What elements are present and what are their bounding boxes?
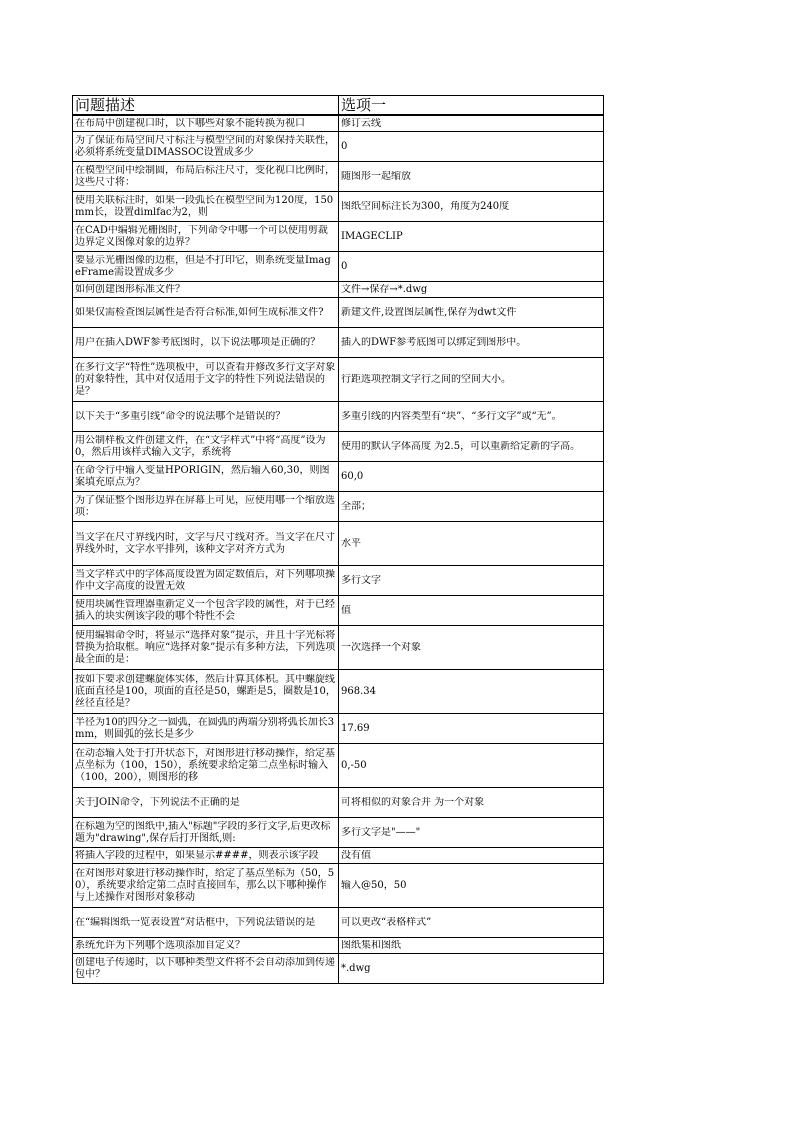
table-row bbox=[73, 670, 604, 714]
option-cell bbox=[339, 818, 604, 848]
option-cell bbox=[339, 744, 604, 788]
option-cell bbox=[339, 864, 604, 908]
table-row bbox=[73, 522, 604, 566]
question-cell bbox=[73, 298, 339, 328]
question-cell bbox=[73, 252, 339, 282]
option-cell bbox=[339, 358, 604, 402]
option-cell bbox=[339, 492, 604, 522]
table-row bbox=[73, 162, 604, 192]
table-row bbox=[73, 402, 604, 432]
option-text: 水平 bbox=[341, 537, 361, 549]
table-row bbox=[73, 328, 604, 358]
question-cell bbox=[73, 818, 339, 848]
option-cell bbox=[339, 282, 604, 298]
question-text: 将插入字段的过程中，如果显示####，则表示该字段 bbox=[75, 849, 319, 861]
question-text: 以下关于“多重引线”命令的说法哪个是错误的？ bbox=[75, 410, 286, 422]
question-cell bbox=[73, 938, 339, 954]
question-cell bbox=[73, 328, 339, 358]
table-row bbox=[73, 938, 604, 954]
question-text: 按如下要求创建螺旋体实体，然后计算其体积。其中螺旋线底面直径是100，项面的直径是50，螺距是5，圈数是10，丝径直径是？ bbox=[75, 673, 336, 709]
option-cell bbox=[339, 115, 604, 132]
table-row bbox=[73, 788, 604, 818]
option-text: 可以更改“表格样式” bbox=[341, 916, 432, 928]
question-cell bbox=[73, 115, 339, 132]
table-row bbox=[73, 954, 604, 984]
question-text: 要显示光栅图像的边框，但是不打印它，则系统变量ImageFrame需设置成多少 bbox=[75, 254, 331, 278]
question-text: 用户在插入DWF参考底图时，以下说法哪项是正确的？ bbox=[75, 336, 321, 348]
table-row bbox=[73, 462, 604, 492]
option-text: 随图形一起缩放 bbox=[341, 170, 411, 182]
option-cell bbox=[339, 298, 604, 328]
option-cell bbox=[339, 462, 604, 492]
question-text: 为了保证整个图形边界在屏幕上可见，应使用哪一个缩放选项： bbox=[75, 494, 335, 518]
question-text: 在对图形对象进行移动操作时，给定了基点坐标为（50，50），系统要求给定第二点时直接回车，那么以下哪种操作与上述操作对图形对象移动 bbox=[75, 867, 335, 903]
table-row bbox=[73, 626, 604, 670]
question-cell bbox=[73, 162, 339, 192]
option-text: 修订云线 bbox=[341, 117, 381, 129]
question-cell bbox=[73, 358, 339, 402]
option-text: 使用的默认字体高度 为2.5，可以重新给定新的字高。 bbox=[341, 440, 581, 452]
option-cell bbox=[339, 938, 604, 954]
option-cell bbox=[339, 402, 604, 432]
option-cell bbox=[339, 192, 604, 222]
option-text: 值 bbox=[341, 604, 351, 616]
question-text: 系统允许为下列哪个选项添加自定义？ bbox=[75, 939, 245, 951]
table-row bbox=[73, 192, 604, 222]
table-row bbox=[73, 492, 604, 522]
header-row bbox=[73, 96, 604, 116]
header-question: 问题描述 bbox=[73, 96, 339, 116]
option-text: 行距选项控制文字行之间的空间大小。 bbox=[341, 373, 511, 385]
question-text: 使用块属性管理器重新定义一个包含字段的属性，对于已经插入的块实例该字段的哪个特性不会 bbox=[75, 598, 335, 622]
table-row bbox=[73, 432, 604, 462]
question-text: 当文字在尺寸界线内时，文字与尺寸线对齐。当文字在尺寸界线外时，文字水平排列，该种文字对齐方式为 bbox=[75, 531, 335, 555]
question-cell bbox=[73, 132, 339, 162]
question-text: 如果仅需检查图层属性是否符合标准,如何生成标准文件? bbox=[75, 306, 324, 318]
question-text: 在动态输入处于打开状态下，对图形进行移动操作，给定基点坐标为（100，150），系统要求给定第二点坐标时输入（100，200），则图形的移 bbox=[75, 747, 335, 783]
table-row bbox=[73, 358, 604, 402]
option-cell bbox=[339, 714, 604, 744]
option-text: 60,0 bbox=[341, 470, 364, 482]
table-row bbox=[73, 848, 604, 864]
question-cell bbox=[73, 848, 339, 864]
option-cell bbox=[339, 848, 604, 864]
question-text: 用公制样板文件创建文件，在“文字样式”中将“高度”设为0，然后用该样式输入文字，系统将 bbox=[75, 434, 326, 458]
option-text: 全部； bbox=[341, 500, 371, 512]
question-cell bbox=[73, 282, 339, 298]
table-row bbox=[73, 818, 604, 848]
table-row bbox=[73, 744, 604, 788]
question-cell bbox=[73, 522, 339, 566]
option-text: 输入@50，50 bbox=[341, 879, 407, 891]
question-cell bbox=[73, 432, 339, 462]
option-cell bbox=[339, 222, 604, 252]
table-row bbox=[73, 596, 604, 626]
question-cell bbox=[73, 864, 339, 908]
option-cell bbox=[339, 566, 604, 596]
option-text: *.dwg bbox=[341, 962, 371, 974]
option-text: 图纸空间标注长为300，角度为240度 bbox=[341, 200, 510, 212]
option-cell bbox=[339, 328, 604, 358]
question-cell bbox=[73, 788, 339, 818]
option-text: 多行文字 bbox=[341, 574, 381, 586]
option-cell bbox=[339, 788, 604, 818]
table-row bbox=[73, 566, 604, 596]
option-text: 多重引线的内容类型有“块”、“多行文字”或“无”。 bbox=[341, 410, 562, 422]
question-cell bbox=[73, 222, 339, 252]
question-cell bbox=[73, 566, 339, 596]
option-text: 0 bbox=[341, 140, 348, 152]
question-text: 半径为10的四分之一圆弧，在圆弧的两端分别将弧长加长3mm，则圆弧的弦长是多少 bbox=[75, 716, 335, 740]
option-text: 新建文件,设置图层属性,保存为dwt文件 bbox=[341, 306, 517, 318]
option-text: 插入的DWF参考底图可以绑定到图形中。 bbox=[341, 336, 527, 348]
question-cell bbox=[73, 954, 339, 984]
option-text: 968.34 bbox=[341, 685, 376, 697]
option-cell bbox=[339, 908, 604, 938]
option-text: 0,-50 bbox=[341, 759, 367, 771]
table-row bbox=[73, 864, 604, 908]
table-row bbox=[73, 298, 604, 328]
option-cell bbox=[339, 162, 604, 192]
table-row bbox=[73, 222, 604, 252]
question-cell bbox=[73, 744, 339, 788]
table-row bbox=[73, 115, 604, 132]
option-text: IMAGECLIP bbox=[341, 230, 403, 242]
question-cell bbox=[73, 462, 339, 492]
option-text: 0 bbox=[341, 260, 348, 272]
option-text: 一次选择一个对象 bbox=[341, 641, 421, 653]
question-text: 在布局中创建视口时，以下哪些对象不能转换为视口 bbox=[75, 117, 305, 129]
question-table bbox=[72, 95, 604, 984]
table-row bbox=[73, 252, 604, 282]
option-text: 可将相似的对象合并 为一个对象 bbox=[341, 796, 485, 808]
question-cell bbox=[73, 492, 339, 522]
table-row bbox=[73, 132, 604, 162]
option-cell bbox=[339, 522, 604, 566]
question-text: 创建电子传递时，以下哪种类型文件将不会自动添加到传递包中？ bbox=[75, 956, 335, 980]
option-text: 没有值 bbox=[341, 849, 371, 861]
question-text: 在命令行中输入变量HPORIGIN，然后输入60,30，则图案填充原点为？ bbox=[75, 464, 330, 488]
question-cell bbox=[73, 626, 339, 670]
option-cell bbox=[339, 596, 604, 626]
question-text: 使用关联标注时，如果一段弧长在模型空间为120度，150mm长，设置dimlfac为2，则 bbox=[75, 194, 334, 218]
option-cell bbox=[339, 132, 604, 162]
option-text: 文件→保存→*.dwg bbox=[341, 283, 428, 295]
question-text: 如何创建图形标准文件？ bbox=[75, 283, 185, 295]
question-text: 当文字样式中的字体高度设置为固定数值后，对下列哪项操作中文字高度的设置无效 bbox=[75, 568, 335, 592]
option-text: 多行文字是"——" bbox=[341, 826, 421, 838]
header-option: 选项一 bbox=[339, 96, 604, 116]
option-cell bbox=[339, 252, 604, 282]
option-cell bbox=[339, 626, 604, 670]
question-cell bbox=[73, 402, 339, 432]
table-row bbox=[73, 282, 604, 298]
option-cell bbox=[339, 954, 604, 984]
question-cell bbox=[73, 714, 339, 744]
question-cell bbox=[73, 908, 339, 938]
table-row bbox=[73, 908, 604, 938]
question-cell bbox=[73, 192, 339, 222]
option-cell bbox=[339, 670, 604, 714]
question-cell bbox=[73, 596, 339, 626]
question-text: 为了保证布局空间尺寸标注与模型空间的对象保持关联性，必须将系统变量DIMASSOC设置成多少 bbox=[75, 134, 335, 158]
question-text: 在CAD中编辑光栅图时，下列命令中哪一个可以使用剪裁边界定义图像对象的边界？ bbox=[75, 224, 328, 248]
question-text: 关于JOIN命令，下列说法不正确的是 bbox=[75, 796, 240, 808]
table-row bbox=[73, 714, 604, 744]
question-text: 在模型空间中绘制圆，布局后标注尺寸，变化视口比例时，这些尺寸将： bbox=[75, 164, 335, 188]
question-text: 在“编辑图纸一览表设置”对话框中，下列说法错误的是 bbox=[75, 916, 316, 928]
question-text: 在标题为空的图纸中,插入"标题"字段的多行文字,后更改标题为"drawing",保存后打开图纸,则: bbox=[75, 820, 331, 844]
question-cell bbox=[73, 670, 339, 714]
question-text: 在多行文字“特性”选项板中，可以查看并修改多行文字对象的对象特性，其中对仅适用于文字的特性下列说法错误的是？ bbox=[75, 361, 336, 397]
option-text: 图纸集和图纸 bbox=[341, 939, 401, 951]
option-text: 17.69 bbox=[341, 722, 370, 734]
question-text: 使用编辑命令时，将显示“选择对象”提示，并且十字光标将替换为拾取框。响应“选择对象”提示有多种方法，下列选项最全面的是： bbox=[75, 629, 336, 665]
option-cell bbox=[339, 432, 604, 462]
